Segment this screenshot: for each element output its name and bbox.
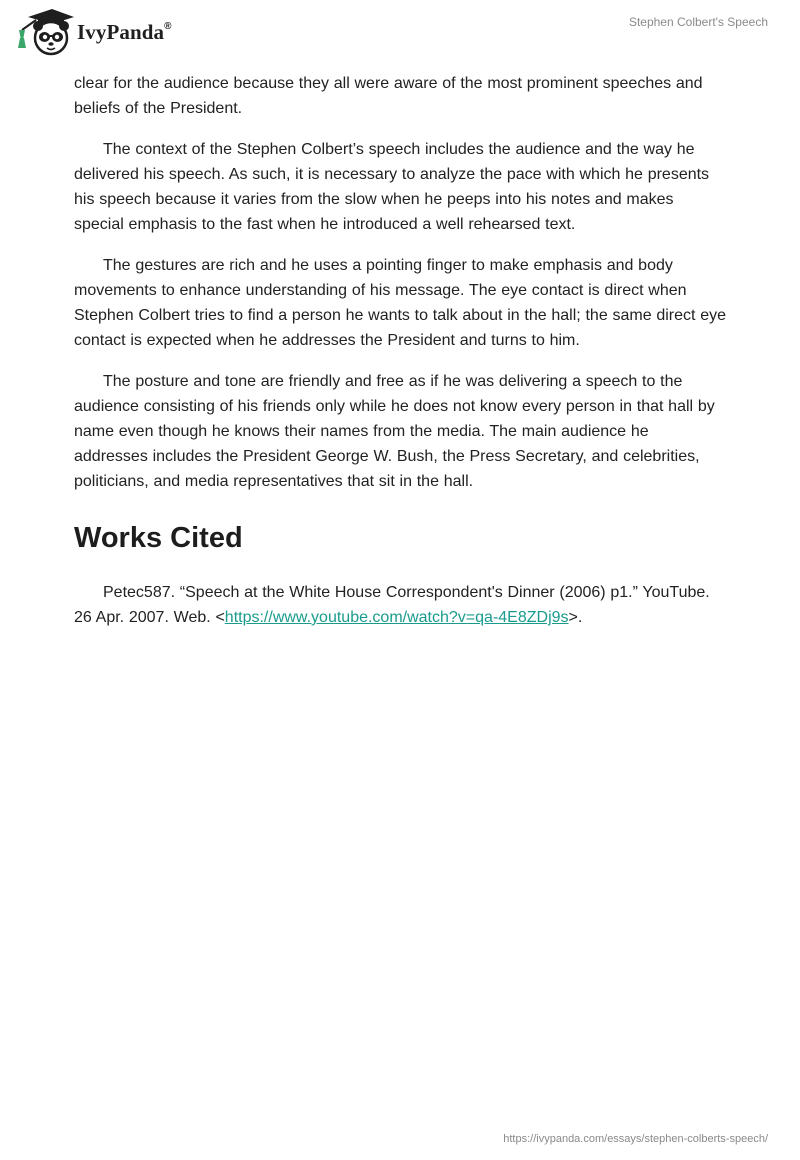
works-cited-heading: Works Cited bbox=[74, 522, 243, 554]
page-footer-url: https://ivypanda.com/essays/stephen-colberts-speech/ bbox=[503, 1133, 768, 1145]
registered-mark: ® bbox=[164, 20, 172, 32]
page-header bbox=[0, 0, 800, 64]
citation-entry bbox=[74, 580, 726, 630]
brand-logo[interactable] bbox=[14, 8, 172, 56]
panda-logo-icon bbox=[14, 8, 76, 56]
document-title: Stephen Colbert's Speech bbox=[628, 15, 768, 29]
paragraph-3: The gestures are rich and he uses a pointing finger to make emphasis and body movements to enhance understanding of his message. The eye contact is direct when Stephen Colbert tries to find a person he wants to talk about in the hall; the same direct eye contact is expected when he addresses the President and turns to him. bbox=[74, 257, 727, 349]
essay-content bbox=[74, 71, 726, 646]
paragraph-1: clear for the audience because they all were aware of the most prominent speeches and beliefs of the President. bbox=[74, 75, 703, 117]
citation-end: >. bbox=[568, 609, 583, 626]
paragraph-2: The context of the Stephen Colbert’s speech includes the audience and the way he delivered his speech. As such, it is necessary to analyze the pace with which he presents his speech because it varies from the slow when he peeps into his notes and makes special emphasis to the fast when he introduced a well rehearsed text. bbox=[74, 141, 710, 233]
paragraph-4: The posture and tone are friendly and free as if he was delivering a speech to the audience consisting of his friends only while he does not know every person in that hall by name even though he knows their names from the media. The main audience he addresses includes the President George W. Bush, the Press Secretary, and celebrities, politicians, and media representatives that sit in the hall. bbox=[74, 373, 715, 490]
brand-name bbox=[77, 20, 172, 45]
brand-name-text: IvyPanda bbox=[77, 19, 165, 44]
citation-text: Petec587. “Speech at the White House Correspondent's Dinner (2006) p1.” YouTube. 26 Apr. 2007. Web. < bbox=[74, 584, 710, 626]
citation-link[interactable]: https://www.youtube.com/watch?v=qa-4E8ZDj9s bbox=[224, 609, 569, 626]
